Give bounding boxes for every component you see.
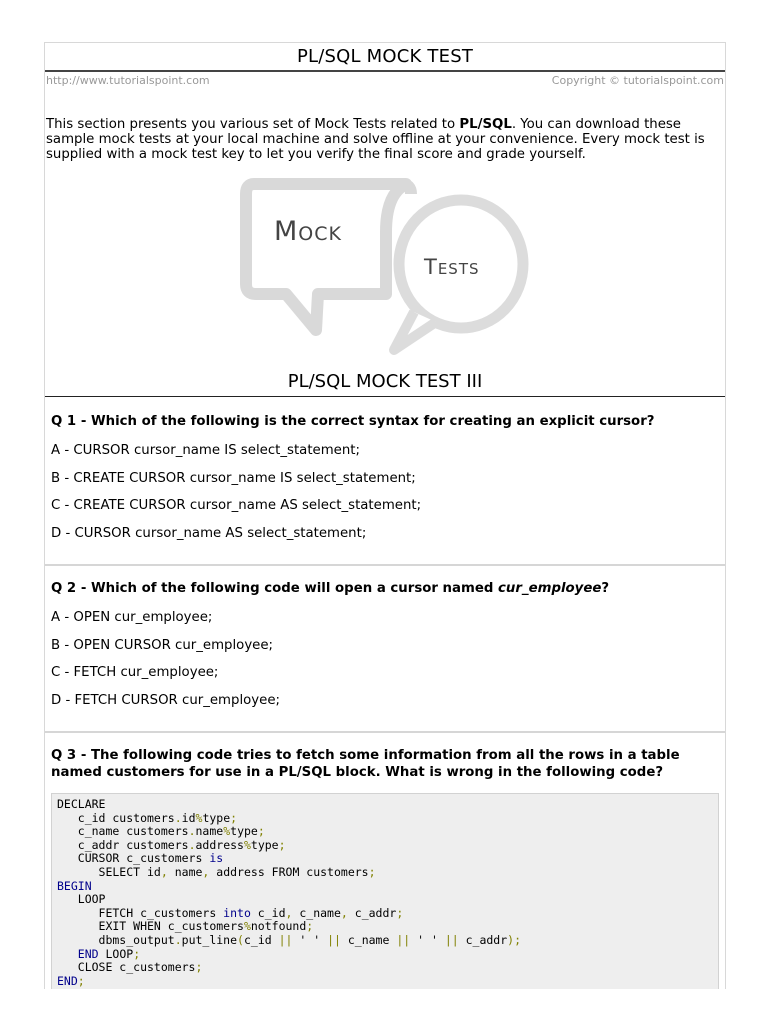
logo-word-mock: Mock <box>274 216 342 247</box>
intro-paragraph <box>45 92 725 162</box>
code-line: LOOP <box>57 892 106 907</box>
code-line: CLOSE c_customers; <box>57 960 203 975</box>
site-url[interactable]: http://www.tutorialspoint.com <box>46 74 210 87</box>
question-3-text: Q 3 - The following code tries to fetch some information from all the rows in a table named customers for use in a PL/SQL block. What is wrong in the following code? <box>51 748 680 780</box>
code-line: BEGIN <box>57 878 92 893</box>
intro-text-1: This section presents you various set of Mock Tests related to <box>46 117 460 132</box>
question-2-text-italic: cur_employee <box>498 581 602 596</box>
code-line: c_name customers.name%type; <box>57 824 265 839</box>
question-3 <box>45 732 725 989</box>
code-line: DECLARE <box>57 797 106 811</box>
question-1-option-b: B - CREATE CURSOR cursor_name IS select_statement; <box>51 470 416 486</box>
logo-word-tests: Tests <box>424 255 480 279</box>
divider <box>45 725 725 732</box>
mock-tests-logo <box>236 172 536 372</box>
divider <box>45 558 725 565</box>
intro-bold: PL/SQL <box>459 117 512 132</box>
question-1-option-c: C - CREATE CURSOR cursor_name AS select_statement; <box>51 498 422 513</box>
question-2-option-b: B - OPEN CURSOR cur_employee; <box>51 637 274 653</box>
question-1-text: Q 1 - Which of the following is the correct syntax for creating an explicit cursor? <box>51 414 655 429</box>
question-1 <box>45 397 725 558</box>
question-2-text <box>51 580 719 597</box>
page-title: PL/SQL MOCK TEST <box>45 43 725 72</box>
intro-text-2: . You can download these sample mock tests at your local machine and solve offline at your convenience. Every mock test is supplied with a mock test key to let you verify the final score and grade yourself. <box>46 117 705 162</box>
document-page <box>44 42 726 989</box>
question-1-option-d: D - CURSOR cursor_name AS select_statement; <box>51 525 367 541</box>
question-2-option-c: C - FETCH cur_employee; <box>51 665 219 680</box>
code-block <box>51 793 719 989</box>
speech-bubbles-icon <box>236 172 536 372</box>
question-2 <box>45 565 725 725</box>
code-line: END; <box>57 973 85 988</box>
test-subtitle: PL/SQL MOCK TEST III <box>45 368 725 397</box>
code-line: dbms_output.put_line(c_id || ' ' || c_name || ' ' || c_addr); <box>57 932 522 947</box>
code-line: END LOOP; <box>77 946 141 961</box>
code-line: SELECT id, name, address FROM customers; <box>57 864 376 879</box>
code-line: c_addr customers.address%type; <box>57 837 286 852</box>
page-meta <box>45 72 725 92</box>
copyright-text: Copyright © tutorialspoint.com <box>551 74 724 87</box>
question-2-option-a: A - OPEN cur_employee; <box>51 610 213 625</box>
code-line: EXIT WHEN c_customers%notfound; <box>57 919 314 934</box>
question-1-option-a: A - CURSOR cursor_name IS select_statement; <box>51 443 360 458</box>
question-2-text-end: ? <box>601 581 610 596</box>
question-2-option-d: D - FETCH CURSOR cur_employee; <box>51 692 280 708</box>
question-2-text-start: Q 2 - Which of the following code will open a cursor named <box>51 581 499 596</box>
code-line: FETCH c_customers into c_id, c_name, c_addr; <box>57 905 404 920</box>
code-line: CURSOR c_customers is <box>57 851 224 866</box>
code-line: c_id customers.id%type; <box>57 810 238 825</box>
